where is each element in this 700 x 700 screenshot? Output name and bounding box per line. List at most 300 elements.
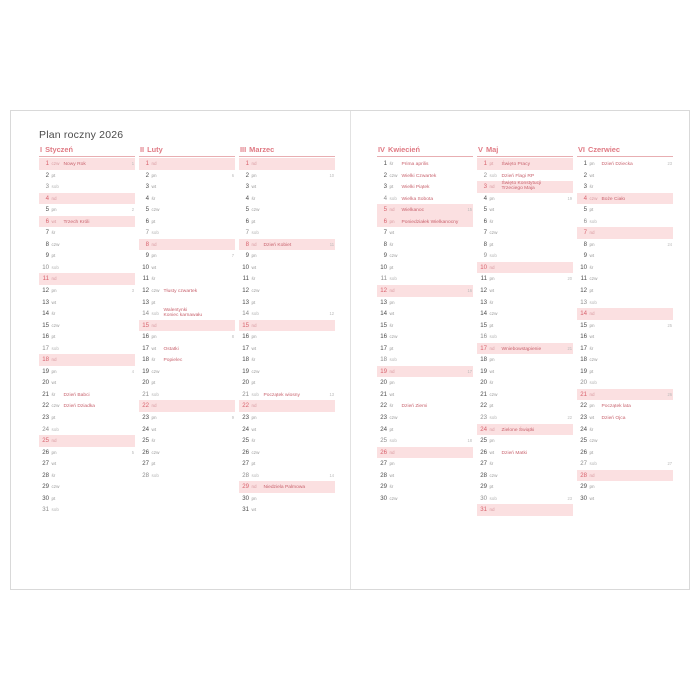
day-row[interactable]: [139, 239, 235, 251]
week-number: 26: [667, 391, 672, 397]
day-weekday: wt: [489, 368, 495, 374]
day-weekday: czw: [51, 241, 60, 247]
day-weekday: pt: [151, 380, 156, 386]
day-row[interactable]: [377, 170, 473, 182]
day-row[interactable]: [377, 193, 473, 205]
day-row[interactable]: [377, 481, 473, 493]
day-weekday: wt: [51, 461, 57, 467]
day-row[interactable]: [239, 458, 335, 470]
day-row[interactable]: [577, 181, 673, 193]
day-row[interactable]: [39, 458, 135, 470]
day-weekday: czw: [389, 334, 398, 340]
day-weekday: pn: [489, 276, 495, 282]
day-row[interactable]: [477, 250, 573, 262]
day-row[interactable]: [577, 389, 673, 401]
day-row[interactable]: [239, 493, 335, 505]
day-row[interactable]: [39, 435, 135, 447]
day-row[interactable]: [239, 354, 335, 366]
day-number: 7: [583, 229, 587, 237]
day-row[interactable]: [239, 412, 335, 424]
day-number: 1: [245, 160, 249, 167]
day-row[interactable]: [239, 366, 335, 378]
day-event-label: Walentynki Koniec karnawału: [163, 308, 203, 318]
day-number: 18: [242, 356, 249, 364]
day-row[interactable]: [377, 239, 473, 251]
day-row[interactable]: [377, 354, 473, 366]
day-number: 23: [380, 414, 387, 422]
week-number: 6: [231, 172, 234, 178]
day-row[interactable]: [239, 262, 335, 274]
day-row[interactable]: [139, 458, 235, 470]
day-row[interactable]: [377, 389, 473, 401]
day-row[interactable]: [39, 481, 135, 493]
day-row[interactable]: [39, 343, 135, 355]
day-row[interactable]: [577, 493, 673, 505]
day-number: 4: [383, 194, 387, 202]
day-row[interactable]: [239, 297, 335, 309]
week-number: 20: [567, 276, 572, 282]
day-row[interactable]: [139, 273, 235, 285]
day-row[interactable]: [577, 297, 673, 309]
day-row[interactable]: [239, 239, 335, 251]
day-row[interactable]: [39, 170, 135, 182]
week-number: 27: [667, 461, 672, 467]
day-row[interactable]: [39, 331, 135, 343]
day-row[interactable]: [39, 400, 135, 412]
day-number: 5: [483, 206, 487, 214]
day-row[interactable]: [577, 435, 673, 447]
day-row[interactable]: [377, 158, 473, 170]
day-row[interactable]: [139, 331, 235, 343]
day-row[interactable]: [39, 262, 135, 274]
day-row[interactable]: [577, 424, 673, 436]
day-weekday: sob: [589, 461, 597, 467]
day-number: 11: [380, 275, 387, 283]
day-row[interactable]: [577, 447, 673, 459]
day-row[interactable]: [39, 504, 135, 516]
day-row[interactable]: [239, 273, 335, 285]
day-event-label: Początek wiosny: [263, 392, 300, 398]
day-weekday: pt: [151, 218, 156, 224]
day-row[interactable]: [39, 181, 135, 193]
day-weekday: wt: [489, 207, 495, 213]
day-number: 16: [380, 333, 387, 341]
day-weekday: śr: [51, 472, 56, 478]
day-row[interactable]: [139, 412, 235, 424]
day-row[interactable]: [377, 377, 473, 389]
week-number: 15: [467, 207, 472, 213]
day-row[interactable]: [377, 366, 473, 378]
day-row[interactable]: [239, 250, 335, 262]
day-number: 25: [380, 437, 387, 445]
day-row[interactable]: [39, 447, 135, 459]
day-weekday: wt: [251, 507, 257, 513]
day-row[interactable]: [39, 470, 135, 482]
day-number: 17: [42, 344, 49, 352]
day-number: 18: [480, 356, 487, 364]
day-weekday: czw: [389, 253, 398, 259]
day-row[interactable]: [577, 262, 673, 274]
day-number: 19: [242, 367, 249, 375]
day-row[interactable]: [577, 481, 673, 493]
day-number: 28: [42, 471, 49, 479]
day-weekday: śr: [251, 438, 256, 444]
day-row[interactable]: [377, 204, 473, 216]
day-row[interactable]: [377, 435, 473, 447]
day-row[interactable]: [239, 204, 335, 216]
day-number: 18: [42, 356, 49, 364]
day-weekday: sob: [251, 311, 259, 317]
day-row[interactable]: [477, 470, 573, 482]
day-row[interactable]: [139, 193, 235, 205]
day-number: 24: [580, 425, 587, 433]
day-row[interactable]: [39, 320, 135, 332]
day-row[interactable]: [139, 424, 235, 436]
day-row[interactable]: [477, 262, 573, 274]
week-number: 21: [567, 345, 572, 351]
day-row[interactable]: [477, 297, 573, 309]
day-row[interactable]: [477, 424, 573, 436]
day-row[interactable]: [377, 320, 473, 332]
month-name: Kwiecień: [387, 145, 421, 154]
day-row[interactable]: [377, 297, 473, 309]
day-weekday: śr: [489, 299, 494, 305]
day-row[interactable]: [477, 447, 573, 459]
day-weekday: pt: [51, 415, 56, 421]
day-weekday: pn: [589, 161, 595, 166]
day-row[interactable]: [39, 308, 135, 320]
day-row[interactable]: [239, 447, 335, 459]
day-row[interactable]: [139, 170, 235, 182]
day-weekday: śr: [151, 276, 156, 282]
day-weekday: nd: [589, 391, 595, 397]
day-row[interactable]: [577, 470, 673, 482]
day-row[interactable]: [377, 424, 473, 436]
day-row[interactable]: [239, 285, 335, 297]
day-row[interactable]: [477, 181, 573, 193]
day-row[interactable]: [577, 412, 673, 424]
day-row[interactable]: [377, 412, 473, 424]
day-row[interactable]: [477, 285, 573, 297]
right-page-months: [377, 145, 677, 516]
day-row[interactable]: [577, 239, 673, 251]
day-row[interactable]: [477, 458, 573, 470]
day-row[interactable]: [239, 308, 335, 320]
day-number: 30: [242, 494, 249, 502]
day-row[interactable]: [139, 227, 235, 239]
day-row[interactable]: [577, 250, 673, 262]
day-number: 13: [480, 298, 487, 306]
day-row[interactable]: [139, 389, 235, 401]
day-row[interactable]: [377, 181, 473, 193]
day-row[interactable]: [239, 343, 335, 355]
day-row[interactable]: [239, 227, 335, 239]
day-row[interactable]: [477, 204, 573, 216]
day-number: 13: [142, 298, 149, 306]
day-row[interactable]: [139, 297, 235, 309]
day-row[interactable]: [39, 354, 135, 366]
day-row[interactable]: [39, 204, 135, 216]
day-row[interactable]: [477, 170, 573, 182]
calendar-spread: [10, 110, 690, 590]
day-row[interactable]: [139, 447, 235, 459]
day-row[interactable]: [139, 262, 235, 274]
month-roman-numeral: I: [40, 145, 43, 154]
day-event-label: Wielki Piątek: [401, 185, 430, 191]
day-row[interactable]: [477, 216, 573, 228]
day-row[interactable]: [39, 297, 135, 309]
day-number: 12: [480, 287, 487, 295]
month-header: [577, 145, 673, 157]
day-row[interactable]: [39, 216, 135, 228]
day-row[interactable]: [239, 470, 335, 482]
day-row[interactable]: [577, 331, 673, 343]
day-number: 9: [583, 252, 587, 260]
day-row[interactable]: [39, 193, 135, 205]
day-weekday: śr: [389, 241, 394, 247]
day-weekday: czw: [489, 472, 498, 478]
day-weekday: wt: [151, 264, 157, 270]
day-row[interactable]: [239, 424, 335, 436]
day-row[interactable]: [239, 181, 335, 193]
day-number: 28: [242, 471, 249, 479]
day-row[interactable]: [39, 366, 135, 378]
day-number: 4: [245, 194, 249, 202]
day-row[interactable]: [577, 354, 673, 366]
day-row[interactable]: [577, 458, 673, 470]
day-row[interactable]: [239, 170, 335, 182]
day-row[interactable]: [577, 204, 673, 216]
day-weekday: pn: [251, 334, 257, 340]
day-row[interactable]: [139, 400, 235, 412]
day-row[interactable]: [477, 400, 573, 412]
day-row[interactable]: [477, 308, 573, 320]
day-row[interactable]: [477, 320, 573, 332]
day-row[interactable]: [39, 424, 135, 436]
day-row[interactable]: [39, 158, 135, 170]
day-weekday: sob: [589, 218, 597, 224]
day-row[interactable]: [477, 377, 573, 389]
day-row[interactable]: [139, 470, 235, 482]
day-row[interactable]: [377, 400, 473, 412]
day-row[interactable]: [577, 273, 673, 285]
day-row[interactable]: [239, 193, 335, 205]
month-column-marzec: [239, 145, 335, 516]
day-row[interactable]: [239, 481, 335, 493]
day-row[interactable]: [139, 435, 235, 447]
day-row[interactable]: [139, 250, 235, 262]
day-row[interactable]: [477, 493, 573, 505]
day-row[interactable]: [477, 354, 573, 366]
day-row[interactable]: [477, 273, 573, 285]
day-number: 8: [583, 240, 587, 248]
day-row[interactable]: [477, 227, 573, 239]
day-weekday: pn: [489, 195, 495, 201]
day-row[interactable]: [377, 227, 473, 239]
day-weekday: pt: [589, 207, 594, 213]
day-row[interactable]: [477, 366, 573, 378]
day-row[interactable]: [377, 343, 473, 355]
day-weekday: śr: [151, 438, 156, 444]
day-row[interactable]: [239, 216, 335, 228]
day-number: 24: [242, 425, 249, 433]
day-row[interactable]: [39, 377, 135, 389]
day-row[interactable]: [139, 181, 235, 193]
day-number: 6: [145, 217, 149, 225]
week-number: 4: [131, 368, 134, 374]
day-row[interactable]: [377, 250, 473, 262]
day-row[interactable]: [139, 285, 235, 297]
day-row[interactable]: [477, 331, 573, 343]
day-row[interactable]: [377, 216, 473, 228]
day-number: 24: [380, 425, 387, 433]
day-weekday: wt: [51, 380, 57, 386]
day-event-label: Tłusty czwartek: [163, 289, 198, 295]
day-row[interactable]: [577, 285, 673, 297]
day-weekday: nd: [251, 322, 257, 328]
day-row[interactable]: [239, 400, 335, 412]
day-weekday: sob: [251, 230, 259, 236]
day-row[interactable]: [139, 354, 235, 366]
day-row[interactable]: [139, 320, 235, 332]
day-row[interactable]: [377, 273, 473, 285]
day-row[interactable]: [377, 470, 473, 482]
day-number: 27: [142, 460, 149, 468]
day-row[interactable]: [577, 343, 673, 355]
day-row[interactable]: [39, 285, 135, 297]
day-number: 13: [42, 298, 49, 306]
day-row[interactable]: [39, 239, 135, 251]
day-row[interactable]: [139, 216, 235, 228]
day-row[interactable]: [377, 331, 473, 343]
day-number: 29: [480, 483, 487, 491]
day-weekday: pn: [151, 253, 157, 259]
day-row[interactable]: [577, 377, 673, 389]
day-row[interactable]: [477, 435, 573, 447]
day-number: 11: [42, 275, 49, 283]
day-weekday: wt: [589, 415, 595, 421]
day-weekday: nd: [51, 276, 57, 282]
day-weekday: śr: [151, 357, 156, 363]
day-row[interactable]: [39, 389, 135, 401]
day-row[interactable]: [577, 227, 673, 239]
day-weekday: sob: [51, 184, 59, 190]
day-event-label: Dzień Ojca: [601, 416, 626, 422]
day-row[interactable]: [577, 170, 673, 182]
day-weekday: pn: [389, 299, 395, 305]
day-row[interactable]: [39, 227, 135, 239]
day-weekday: wt: [251, 184, 257, 190]
day-row[interactable]: [139, 343, 235, 355]
day-number: 2: [245, 171, 249, 179]
day-number: 28: [142, 471, 149, 479]
day-row[interactable]: [139, 377, 235, 389]
week-number: 23: [667, 161, 672, 166]
day-row[interactable]: [39, 412, 135, 424]
day-row[interactable]: [239, 158, 335, 170]
day-weekday: wt: [251, 426, 257, 432]
day-weekday: pt: [251, 461, 256, 467]
day-weekday: czw: [251, 449, 260, 455]
day-row[interactable]: [577, 158, 673, 170]
day-row[interactable]: [577, 193, 673, 205]
day-weekday: nd: [251, 161, 257, 166]
month-roman-numeral: VI: [578, 145, 585, 154]
day-row[interactable]: [377, 458, 473, 470]
day-row[interactable]: [139, 366, 235, 378]
day-weekday: sob: [489, 334, 497, 340]
month-name: Czerwiec: [587, 145, 621, 154]
day-event-label: Niedziela Palmowa: [263, 485, 306, 491]
day-row[interactable]: [39, 493, 135, 505]
day-weekday: sob: [151, 311, 159, 317]
day-weekday: śr: [389, 403, 394, 409]
day-row[interactable]: [239, 320, 335, 332]
day-row[interactable]: [377, 493, 473, 505]
day-weekday: wt: [251, 345, 257, 351]
day-row[interactable]: [39, 250, 135, 262]
day-row[interactable]: [377, 285, 473, 297]
day-number: 16: [42, 333, 49, 341]
day-number: 9: [245, 252, 249, 260]
day-number: 26: [242, 448, 249, 456]
day-row[interactable]: [577, 216, 673, 228]
day-row[interactable]: [139, 308, 235, 320]
day-row[interactable]: [239, 331, 335, 343]
day-row[interactable]: [577, 308, 673, 320]
day-row[interactable]: [477, 412, 573, 424]
month-roman-numeral: III: [240, 145, 247, 154]
day-number: 9: [145, 252, 149, 260]
day-weekday: pt: [589, 288, 594, 294]
day-row[interactable]: [577, 320, 673, 332]
day-number: 16: [580, 333, 587, 341]
day-number: 22: [380, 402, 387, 410]
day-number: 10: [142, 263, 149, 271]
day-row[interactable]: [239, 389, 335, 401]
day-row[interactable]: [577, 366, 673, 378]
day-row[interactable]: [477, 504, 573, 516]
day-row[interactable]: [377, 262, 473, 274]
day-row[interactable]: [377, 447, 473, 459]
day-number: 27: [42, 460, 49, 468]
day-row[interactable]: [477, 389, 573, 401]
day-row[interactable]: [477, 239, 573, 251]
day-weekday: sob: [489, 495, 497, 501]
day-row[interactable]: [477, 158, 573, 170]
day-weekday: śr: [589, 426, 594, 432]
day-row[interactable]: [477, 481, 573, 493]
day-weekday: pn: [151, 334, 157, 340]
day-row[interactable]: [139, 204, 235, 216]
month-column-maj: [477, 145, 573, 516]
day-number: 31: [480, 506, 487, 514]
day-row[interactable]: [239, 377, 335, 389]
day-weekday: czw: [389, 172, 398, 178]
day-row[interactable]: [477, 193, 573, 205]
day-event-label: Dzień Flagi RP: [501, 173, 535, 179]
day-row[interactable]: [239, 435, 335, 447]
day-weekday: wt: [489, 449, 495, 455]
day-row[interactable]: [239, 504, 335, 516]
day-row[interactable]: [139, 158, 235, 170]
day-row[interactable]: [577, 400, 673, 412]
day-row[interactable]: [377, 308, 473, 320]
week-number: 1: [131, 161, 134, 166]
day-row[interactable]: [477, 343, 573, 355]
day-row[interactable]: [39, 273, 135, 285]
day-number: 20: [480, 379, 487, 387]
